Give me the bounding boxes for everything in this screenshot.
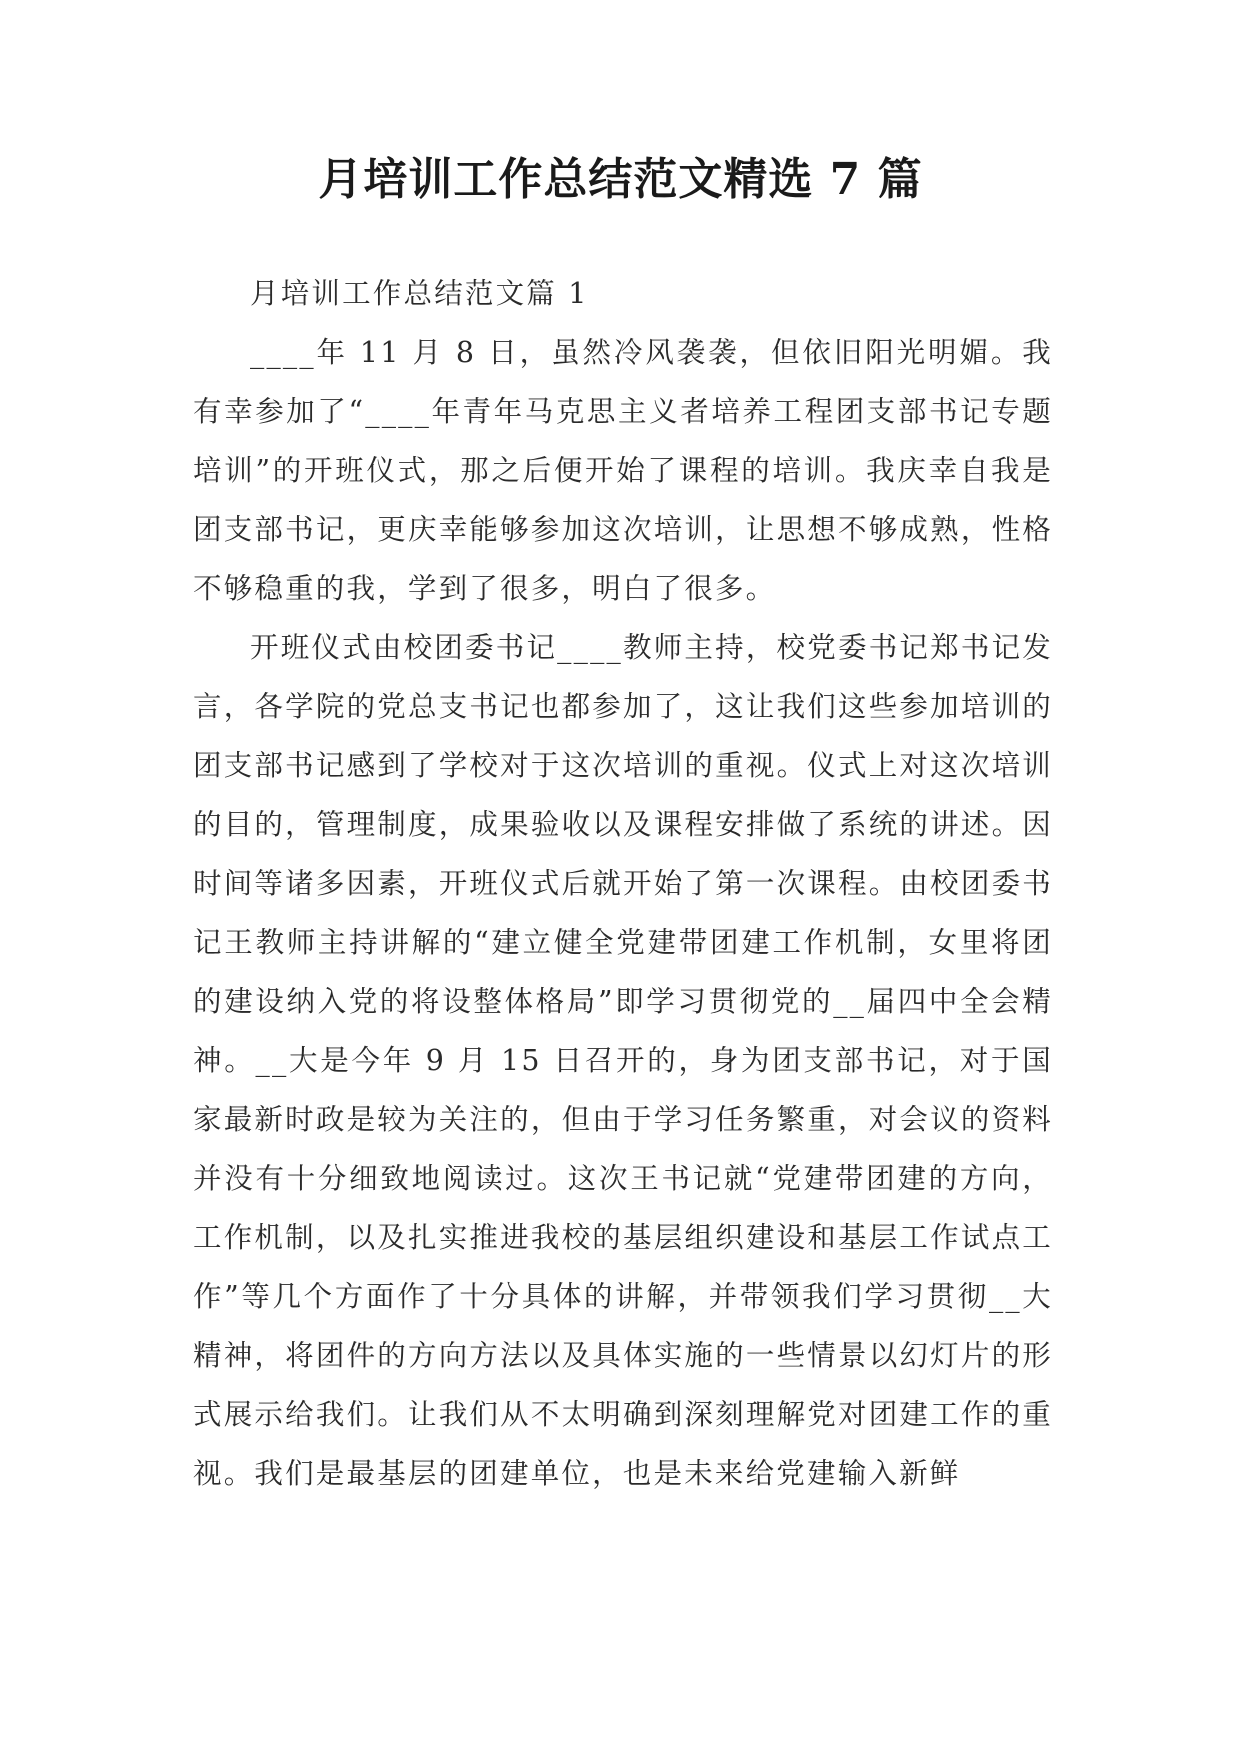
section-heading: 月培训工作总结范文篇 1: [250, 277, 589, 310]
paragraph-1: ____年 11 月 8 日，虽然冷风袭袭，但依旧阳光明媚。我有幸参加了“____年青年马克思主义者培养工程团支部书记专题培训”的开班仪式，那之后便开始了课程的培训。我庆幸自我是团支部书记，更庆幸能够参加这次培训，让思想不够成熟，性格不够稳重的我，学到了很多，明白了很多。: [193, 336, 1053, 605]
document-body: [193, 264, 1053, 1503]
document-title: 月培训工作总结范文精选 7 篇: [318, 154, 923, 205]
paragraph-2: 开班仪式由校团委书记____教师主持，校党委书记郑书记发言，各学院的党总支书记也都参加了，这让我们这些参加培训的团支部书记感到了学校对于这次培训的重视。仪式上对这次培训的目的，管理制度，成果验收以及课程安排做了系统的讲述。因时间等诸多因素，开班仪式后就开始了第一次课程。由校团委书记王教师主持讲解的“建立健全党建带团建工作机制，女里将团的建设纳入党的将设整体格局”即学习贯彻党的__届四中全会精神。__大是今年 9 月 15 日召开的，身为团支部书记，对于国家最新时政是较为关注的，但由于学习任务繁重，对会议的资料并没有十分细致地阅读过。这次王书记就“党建带团建的方向，工作机制，以及扎实推进我校的基层组织建设和基层工作试点工作”等几个方面作了十分具体的讲解，并带领我们学习贯彻__大精神，将团件的方向方法以及具体实施的一些情景以幻灯片的形式展示给我们。让我们从不太明确到深刻理解党对团建工作的重视。我们是最基层的团建单位，也是未来给党建输入新鲜: [193, 631, 1053, 1490]
